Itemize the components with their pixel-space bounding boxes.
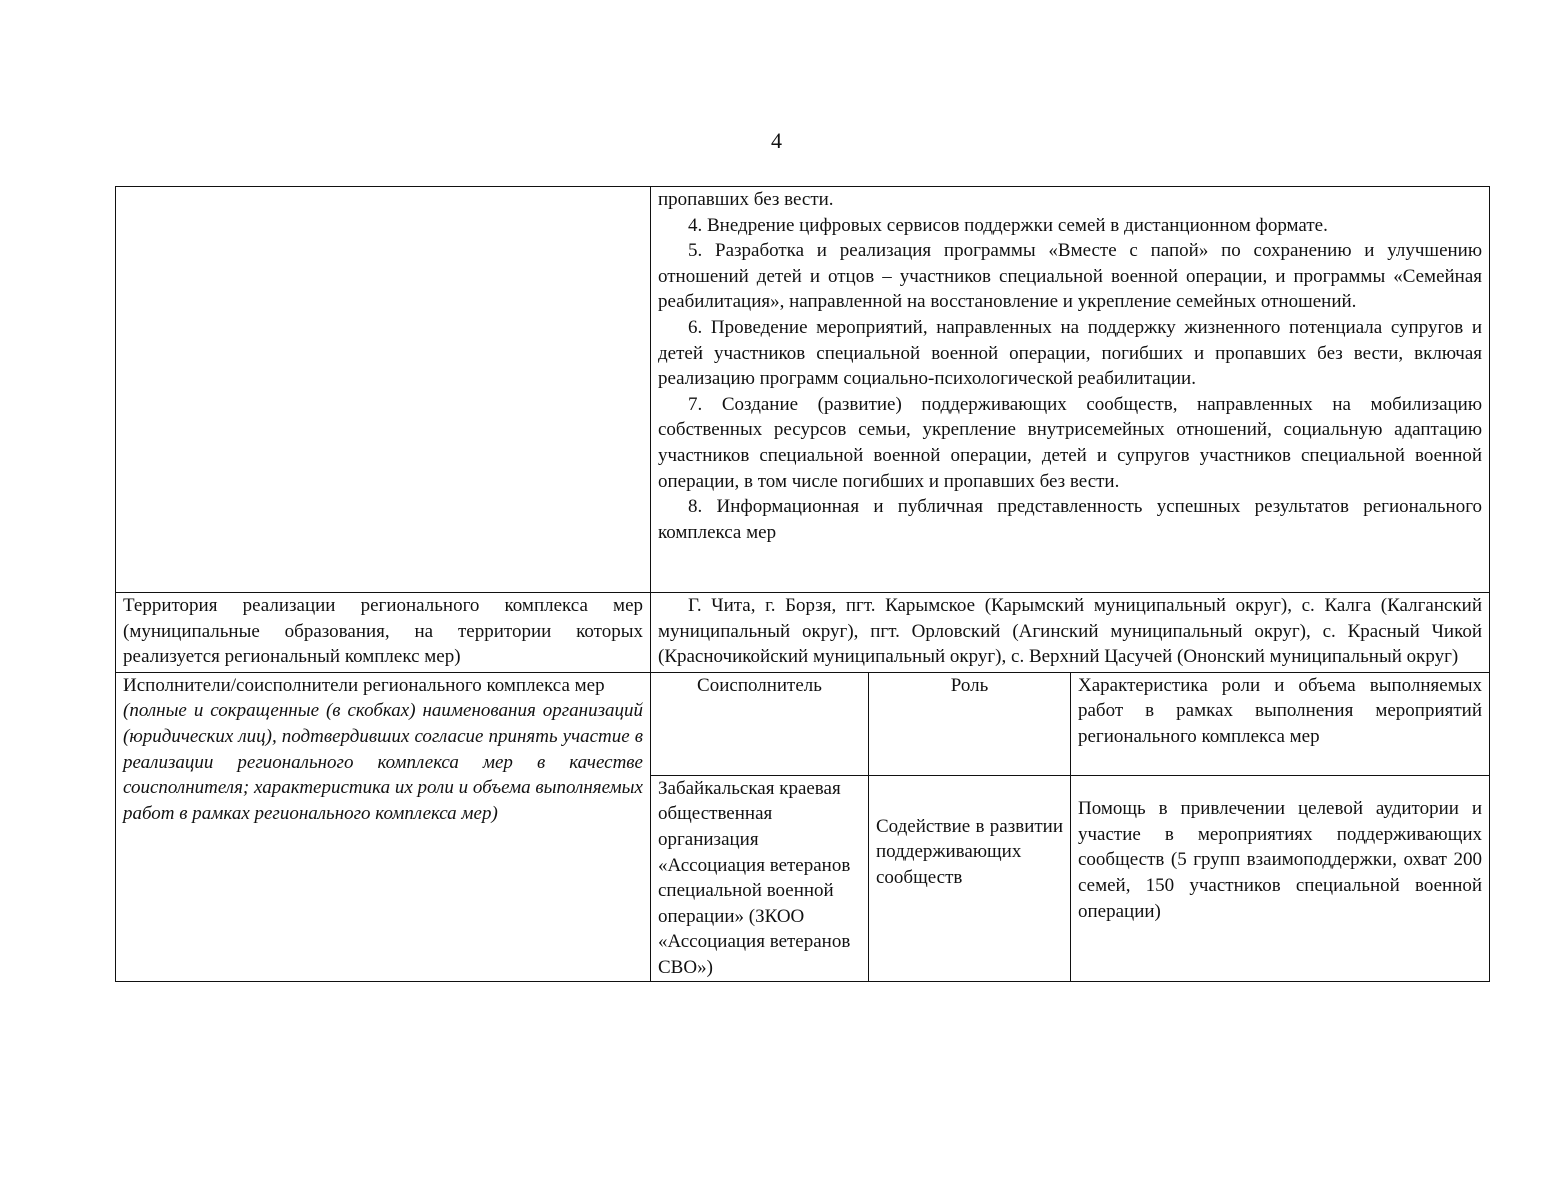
measure-item: 8. Информационная и публичная представленность успешных результатов регионального комплекса мер [658, 496, 1483, 543]
measure-item: 5. Разработка и реализация программы «Вместе с папой» по сохранению и улучшению отношений детей и отцов – участников специальной военной операции, и программы «Семейная реабилитация», направленной на восстановление и укрепление семейных отношений. [658, 240, 1483, 313]
measures-label-cell [116, 187, 651, 593]
measure-item: 7. Создание (развитие) поддерживающих сообществ, направленных на мобилизацию собственных ресурсов семьи, укрепление внутрисемейных отношений, социальную адаптацию участников специальной военной операции, детей и супругов участников специальной военной операции, в том числе погибших и пропавших без вести. [658, 393, 1483, 492]
territory-label: Территория реализации регионального комплекса мер (муниципальные образования, на территории которых реализуется региональный комплекс мер) [116, 593, 651, 673]
header-coexecutor: Соисполнитель [651, 672, 869, 775]
role-cell: Содействие в развитии поддерживающих сообществ [869, 775, 1071, 981]
executors-note: (полные и сокращенные (в скобках) наименования организаций (юридических лиц), подтвердивших согласие принять участие в реализации регионального комплекса мер в качестве соисполнителя; характеристика их роли и объема выполняемых работ в рамках регионального комплекса мер) [123, 700, 643, 824]
measure-item: 6. Проведение мероприятий, направленных на поддержку жизненного потенциала супругов и детей участников специальной военной операции, погибших и пропавших без вести, включая реализацию программ социально-психологической реабилитации. [658, 316, 1483, 390]
coexecutor-cell: Забайкальская краевая общественная организация «Ассоциация ветеранов специальной военной операции» (ЗКОО «Ассоциация ветеранов СВО») [651, 775, 869, 981]
header-role: Роль [869, 672, 1071, 775]
table-row-executors-header [116, 672, 1490, 775]
executors-label: Исполнители/соисполнители регионального комплекса мер [123, 674, 605, 696]
measures-list-cell [651, 187, 1490, 593]
characteristic-cell: Помощь в привлечении целевой аудитории и участие в мероприятиях поддерживающих сообществ (5 групп взаимоподдержки, охват 200 семей, 150 участников специальной военной операции) [1071, 775, 1490, 981]
territory-value-cell [651, 593, 1490, 673]
table-row-measures [116, 187, 1490, 593]
measures-table [115, 186, 1490, 982]
table-row-territory [116, 593, 1490, 673]
page-number: 4 [771, 128, 782, 153]
measure-item: пропавших без вести. [658, 189, 834, 210]
territory-value: Г. Чита, г. Борзя, пгт. Карымское (Карымский муниципальный округ), с. Калга (Калганский муниципальный округ), пгт. Орловский (Агинский муниципальный округ), с. Красный Чикой (Красночикойский муниципальный округ), с. Верхний Цасучей (Ононский муниципальный округ) [658, 595, 1483, 668]
executors-label-cell [116, 672, 651, 981]
header-characteristic: Характеристика роли и объема выполняемых работ в рамках выполнения мероприятий регионального комплекса мер [1071, 672, 1490, 775]
measure-item: 4. Внедрение цифровых сервисов поддержки семей в дистанционном формате. [688, 214, 1328, 236]
